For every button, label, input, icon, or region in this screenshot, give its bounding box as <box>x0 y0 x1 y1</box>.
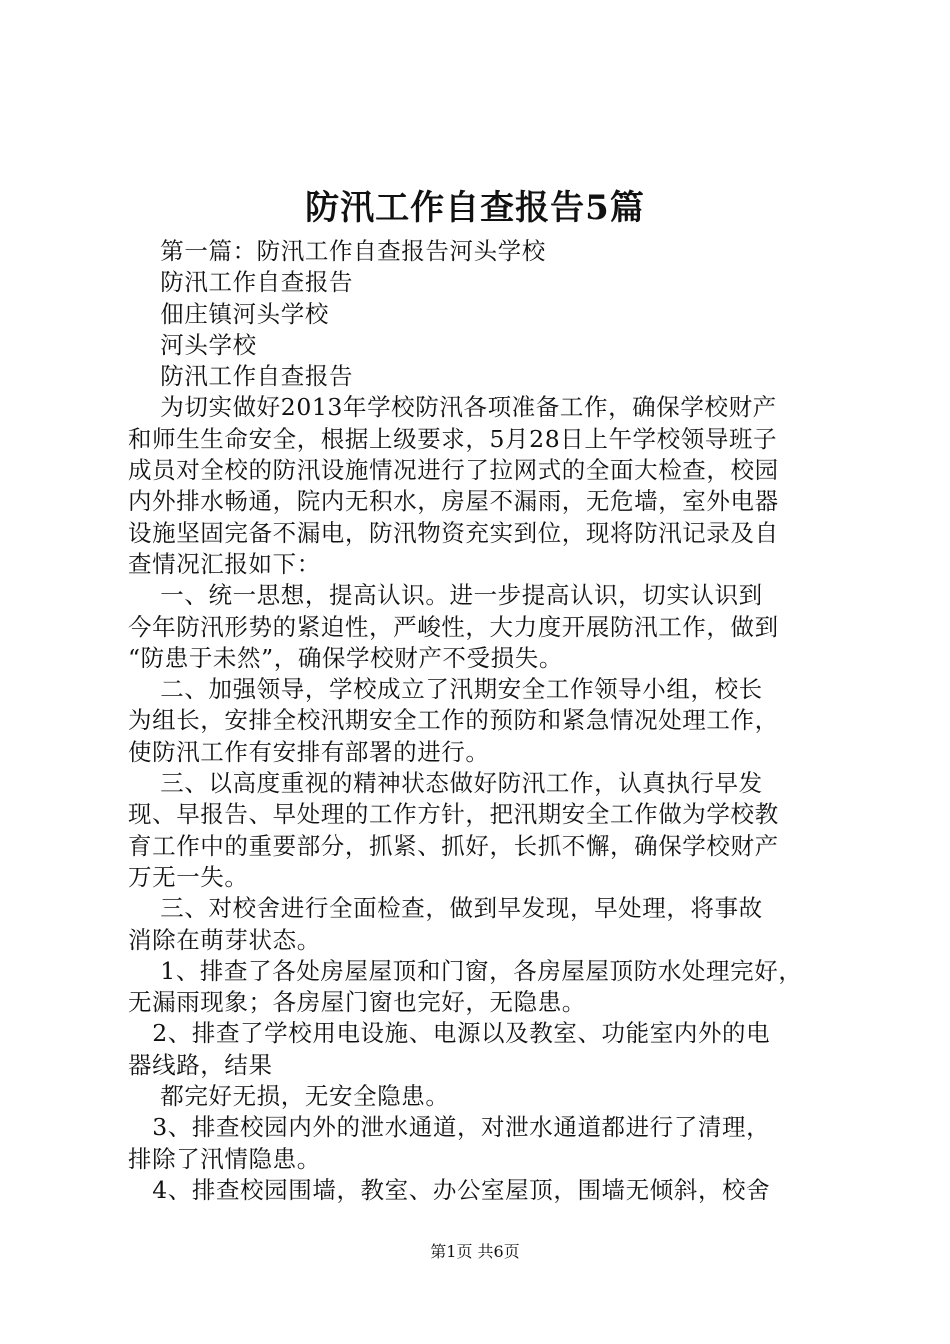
body-line: 为组长，安排全校汛期安全工作的预防和紧急情况处理工作， <box>128 706 779 735</box>
body-line: 河头学校 <box>128 330 257 359</box>
body-line: 防汛工作自查报告 <box>128 268 354 297</box>
body-line: 排除了汛情隐患。 <box>128 1144 321 1173</box>
body-line: 育工作中的重要部分，抓紧、抓好，长抓不懈，确保学校财产 <box>128 831 779 860</box>
body-line: 为切实做好2013年学校防汛各项准备工作，确保学校财产 <box>128 393 777 422</box>
body-line: 查情况汇报如下： <box>128 549 321 578</box>
body-line: 器线路，结果 <box>128 1050 273 1079</box>
body-line: 佃庄镇河头学校 <box>128 299 329 328</box>
body-line: 无漏雨现象；各房屋门窗也完好，无隐患。 <box>128 988 586 1017</box>
document-body <box>128 236 834 1206</box>
body-line: 一、统一思想，提高认识。进一步提高认识，切实认识到 <box>128 581 763 610</box>
body-line: 现、早报告、早处理的工作方针，把汛期安全工作做为学校教 <box>128 800 779 829</box>
body-line: 和师生生命安全，根据上级要求，5月28日上午学校领导班子 <box>128 424 778 453</box>
body-line: 二、加强领导，学校成立了汛期安全工作领导小组，校长 <box>128 675 763 704</box>
body-line: 成员对全校的防汛设施情况进行了拉网式的全面大检查，校园 <box>128 456 779 485</box>
body-line: 3、排查校园内外的泄水通道，对泄水通道都进行了清理， <box>128 1113 771 1142</box>
body-line: 2、排查了学校用电设施、电源以及教室、功能室内外的电 <box>128 1019 771 1048</box>
body-line: 4、排查校园围墙，教室、办公室屋顶，围墙无倾斜，校舍 <box>128 1175 771 1204</box>
body-line: 今年防汛形势的紧迫性，严峻性，大力度开展防汛工作，做到 <box>128 612 779 641</box>
document-title: 防汛工作自查报告5篇 <box>305 188 645 228</box>
page-footer: 第1页 共6页 <box>430 1242 520 1261</box>
body-line: 消除在萌芽状态。 <box>128 925 321 954</box>
body-line: 设施坚固完备不漏电，防汛物资充实到位，现将防汛记录及自 <box>128 518 779 547</box>
body-line: 三、对校舍进行全面检查，做到早发现，早处理，将事故 <box>128 894 763 923</box>
body-line: “防患于未然”，确保学校财产不受损失。 <box>128 643 563 672</box>
body-line: 都完好无损，无安全隐患。 <box>128 1082 450 1111</box>
body-line: 万无一失。 <box>128 862 249 891</box>
body-line: 第一篇：防汛工作自查报告河头学校 <box>128 237 546 265</box>
body-line: 使防汛工作有安排有部署的进行。 <box>128 737 490 766</box>
body-line: 内外排水畅通，院内无积水，房屋不漏雨，无危墙，室外电器 <box>128 487 779 516</box>
body-line: 防汛工作自查报告 <box>128 362 354 391</box>
body-line: 1、排查了各处房屋屋顶和门窗，各房屋屋顶防水处理完好， <box>128 956 803 985</box>
body-line: 三、以高度重视的精神状态做好防汛工作，认真执行早发 <box>128 769 763 798</box>
